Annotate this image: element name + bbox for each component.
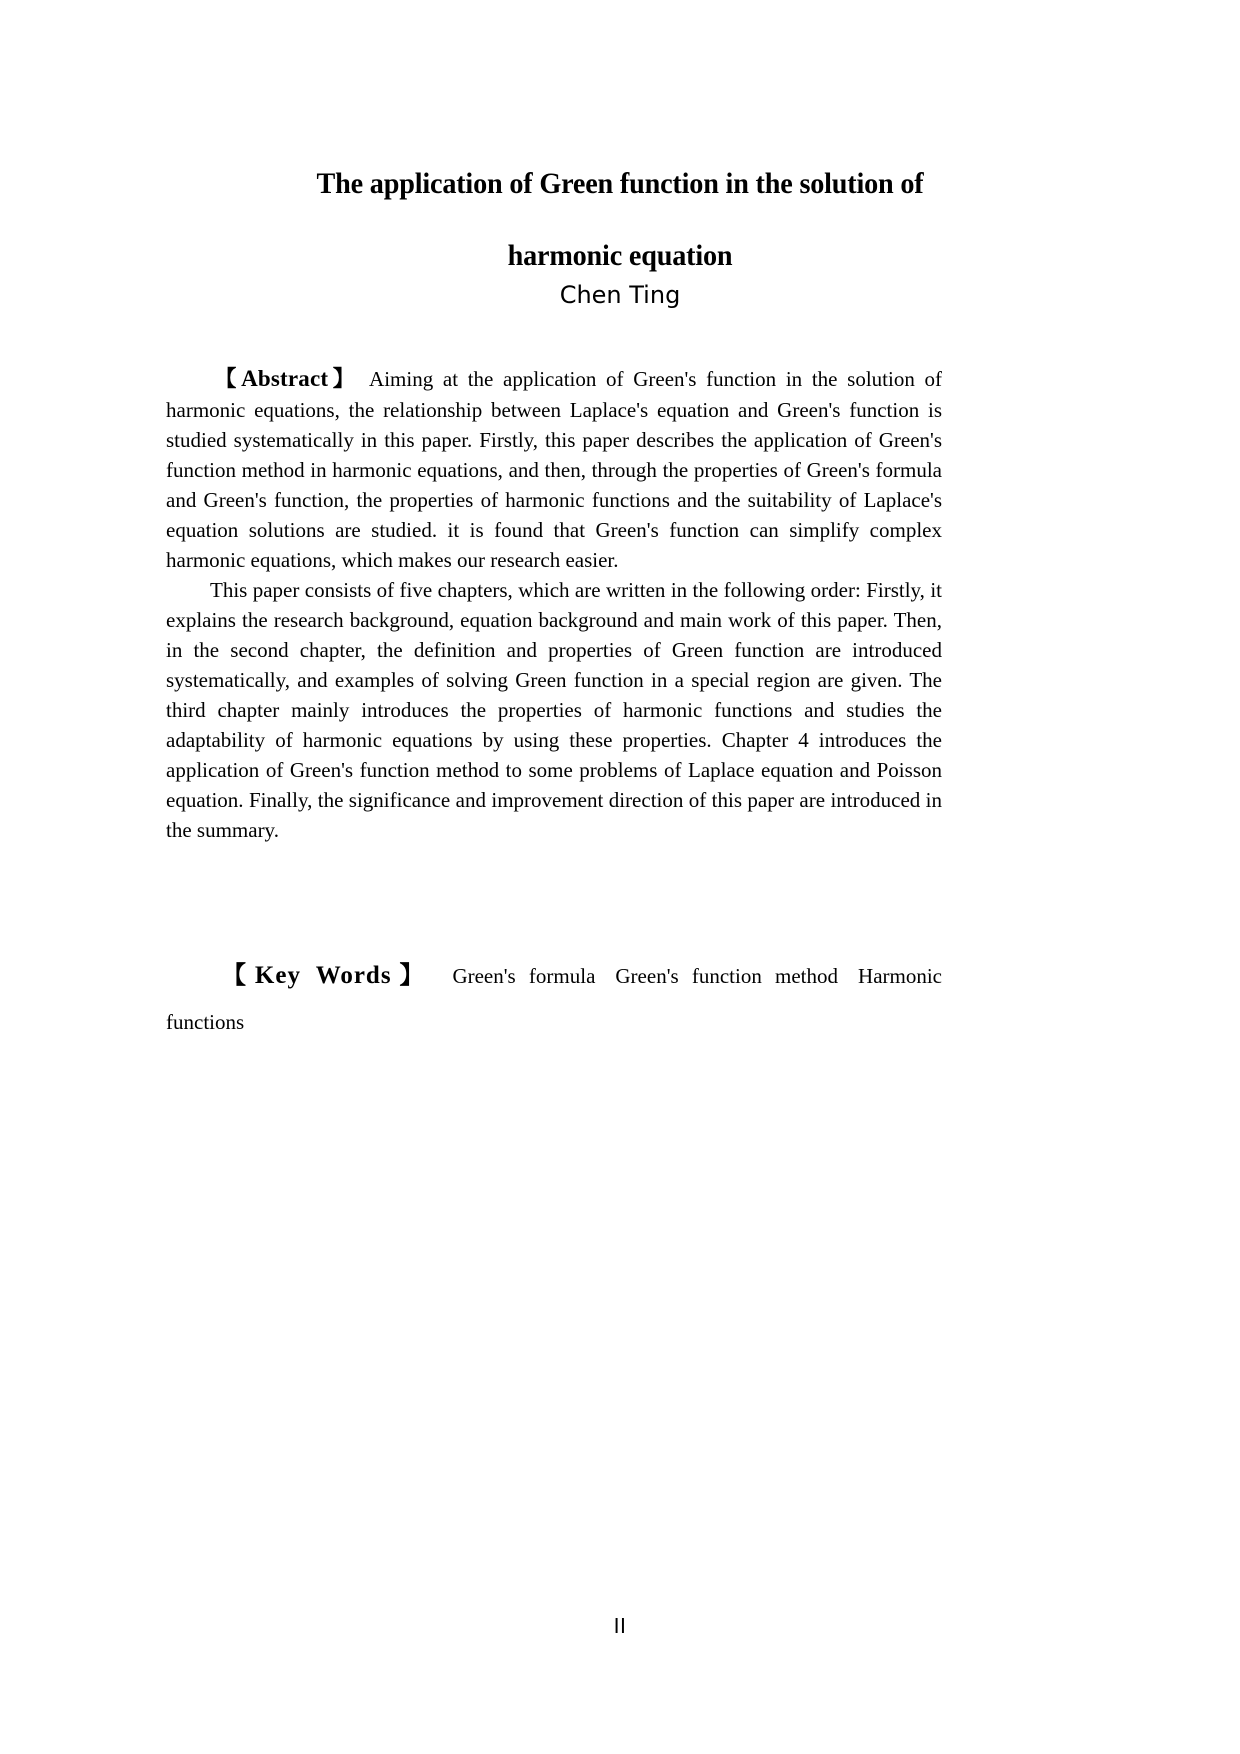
lenticular-bracket-close-icon: 】 (328, 367, 360, 392)
page-title (193, 148, 1047, 292)
keyword-term-2: Green's function method (615, 964, 839, 988)
lenticular-bracket-open-icon: 【 (214, 961, 255, 989)
keywords-heading (214, 962, 432, 989)
keywords-section (166, 952, 942, 1045)
abstract-heading (210, 366, 359, 391)
abstract-body (166, 364, 942, 845)
overview-paragraph (166, 575, 942, 845)
abstract-text-lead: Aiming at the application of Green's function in the solution of (369, 367, 943, 391)
lenticular-bracket-close-icon: 】 (391, 961, 433, 989)
keyword-term-1: Green's formula (452, 964, 596, 988)
lenticular-bracket-open-icon: 【 (210, 367, 242, 392)
abstract-label: Abstract (241, 366, 329, 391)
page-number: II (613, 1614, 627, 1638)
keywords-label: Key Words (254, 962, 392, 989)
abstract-text-body: harmonic equations, the relationship between Laplace's equation and Green's function is studied systematically in this paper. Firstly, this paper describes the application of Green's function method in harmonic equations, and then, through the properties of Green's formula and Green's function, the properties of harmonic functions and the suitability of Laplace's equation solutions are studied. it is found that Green's function can simplify complex harmonic equations, which makes our research easier. (166, 398, 942, 572)
keyword-term-3: Harmonic (858, 964, 943, 988)
overview-text: This paper consists of five chapters, which are written in the following order: Firstly, it explains the research background, equation background and main work of this paper. Then, in the second chapter, the definition and properties of Green function are introduced systematically, and examples of solving Green function in a special region are given. The third chapter mainly introduces the properties of harmonic functions and studies the adaptability of harmonic equations by using these properties. Chapter 4 introduces the application of Green's function method to some problems of Laplace equation and Poisson equation. Finally, the significance and improvement direction of this paper are introduced in the summary. (166, 578, 942, 842)
author-name: Chen Ting (559, 281, 681, 309)
abstract-paragraph (166, 364, 942, 575)
title-line-2: harmonic equation (507, 239, 733, 272)
title-line-1: The application of Green function in the solution of (316, 167, 924, 200)
keyword-term-3-continued: functions (166, 1010, 245, 1034)
